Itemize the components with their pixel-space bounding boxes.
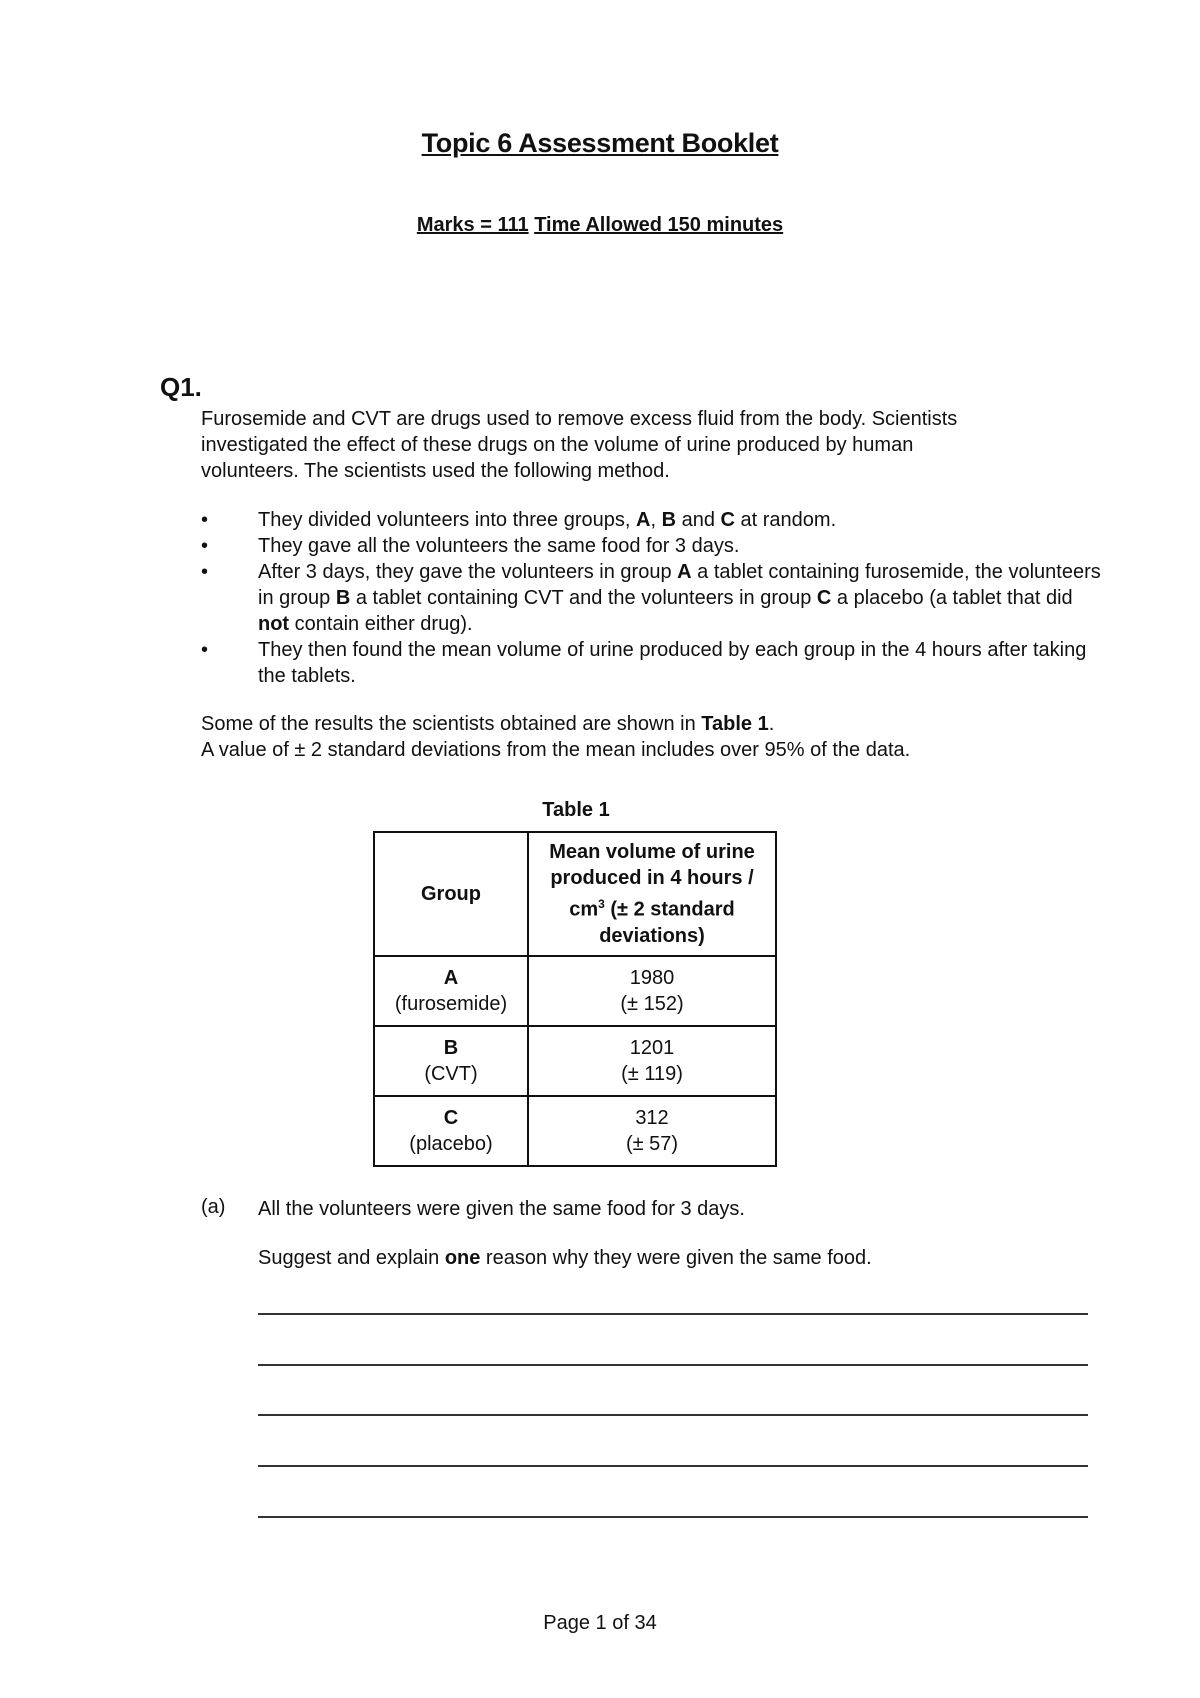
answer-line[interactable]: [258, 1414, 1088, 1416]
bullet-icon: •: [201, 561, 209, 583]
table-row: [374, 1096, 776, 1166]
header-group: Group: [374, 832, 528, 956]
intro-line: investigated the effect of these drugs on the volume of urine produced by human: [201, 434, 914, 456]
method-item: • They gave all the volunteers the same food for 3 days.: [201, 535, 740, 557]
group-cell: C (placebo): [374, 1096, 528, 1166]
volume-cell: 1980 (± 152): [528, 956, 776, 1026]
results-table: [373, 831, 777, 1167]
header-volume: Mean volume of urine produced in 4 hours / $cm^3$ (± 2 standard deviations): [528, 832, 776, 956]
table-row: [374, 956, 776, 1026]
intro-line: Furosemide and CVT are drugs used to remove excess fluid from the body. Scientists: [201, 408, 958, 430]
bullet-icon: •: [201, 509, 209, 531]
question-number: Q1.: [160, 372, 202, 402]
results-line: A value of ± 2 standard deviations from the mean includes over 95% of the data.: [201, 739, 911, 761]
method-item: • They divided volunteers into three groups, A, B and C at random.: [201, 509, 837, 531]
answer-line[interactable]: [258, 1364, 1088, 1366]
answer-line[interactable]: [258, 1516, 1088, 1518]
bullet-icon: •: [201, 535, 209, 557]
question-intro: [201, 406, 1101, 484]
marks-text: Marks = 111: [416, 214, 529, 236]
part-a-label: (a): [201, 1196, 226, 1218]
method-list: [201, 507, 1101, 689]
volume-cell: 1201 (± 119): [528, 1026, 776, 1096]
method-item: • After 3 days, they gave the volunteers in group A a tablet containing furosemide, the volunteers in group B a tablet containing CVT and the volunteers in group C a placebo (a tablet that did not contain either drug).: [201, 561, 1101, 635]
results-line: Some of the results the scientists obtained are shown in Table 1.: [201, 713, 775, 735]
bullet-icon: •: [201, 639, 209, 661]
answer-line[interactable]: [258, 1313, 1088, 1315]
marks-time-line: [0, 214, 1200, 237]
results-text: [201, 711, 1101, 763]
page-number: Page 1 of 34: [543, 1612, 657, 1634]
table-row: [374, 1026, 776, 1096]
table-caption: Table 1: [542, 799, 610, 821]
volume-cell: 312 (± 57): [528, 1096, 776, 1166]
part-a-text: All the volunteers were given the same food for 3 days.: [258, 1198, 745, 1220]
group-cell: A (furosemide): [374, 956, 528, 1026]
intro-line: volunteers. The scientists used the following method.: [201, 460, 670, 482]
time-allowed-text: Time Allowed 150 minutes: [534, 214, 784, 236]
table-header-row: [374, 832, 776, 956]
method-item: • They then found the mean volume of urine produced by each group in the 4 hours after taking the tablets.: [201, 639, 1087, 687]
part-a-prompt: Suggest and explain one reason why they were given the same food.: [258, 1247, 872, 1269]
booklet-title: Topic 6 Assessment Booklet: [421, 128, 779, 158]
group-cell: B (CVT): [374, 1026, 528, 1096]
answer-line[interactable]: [258, 1465, 1088, 1467]
